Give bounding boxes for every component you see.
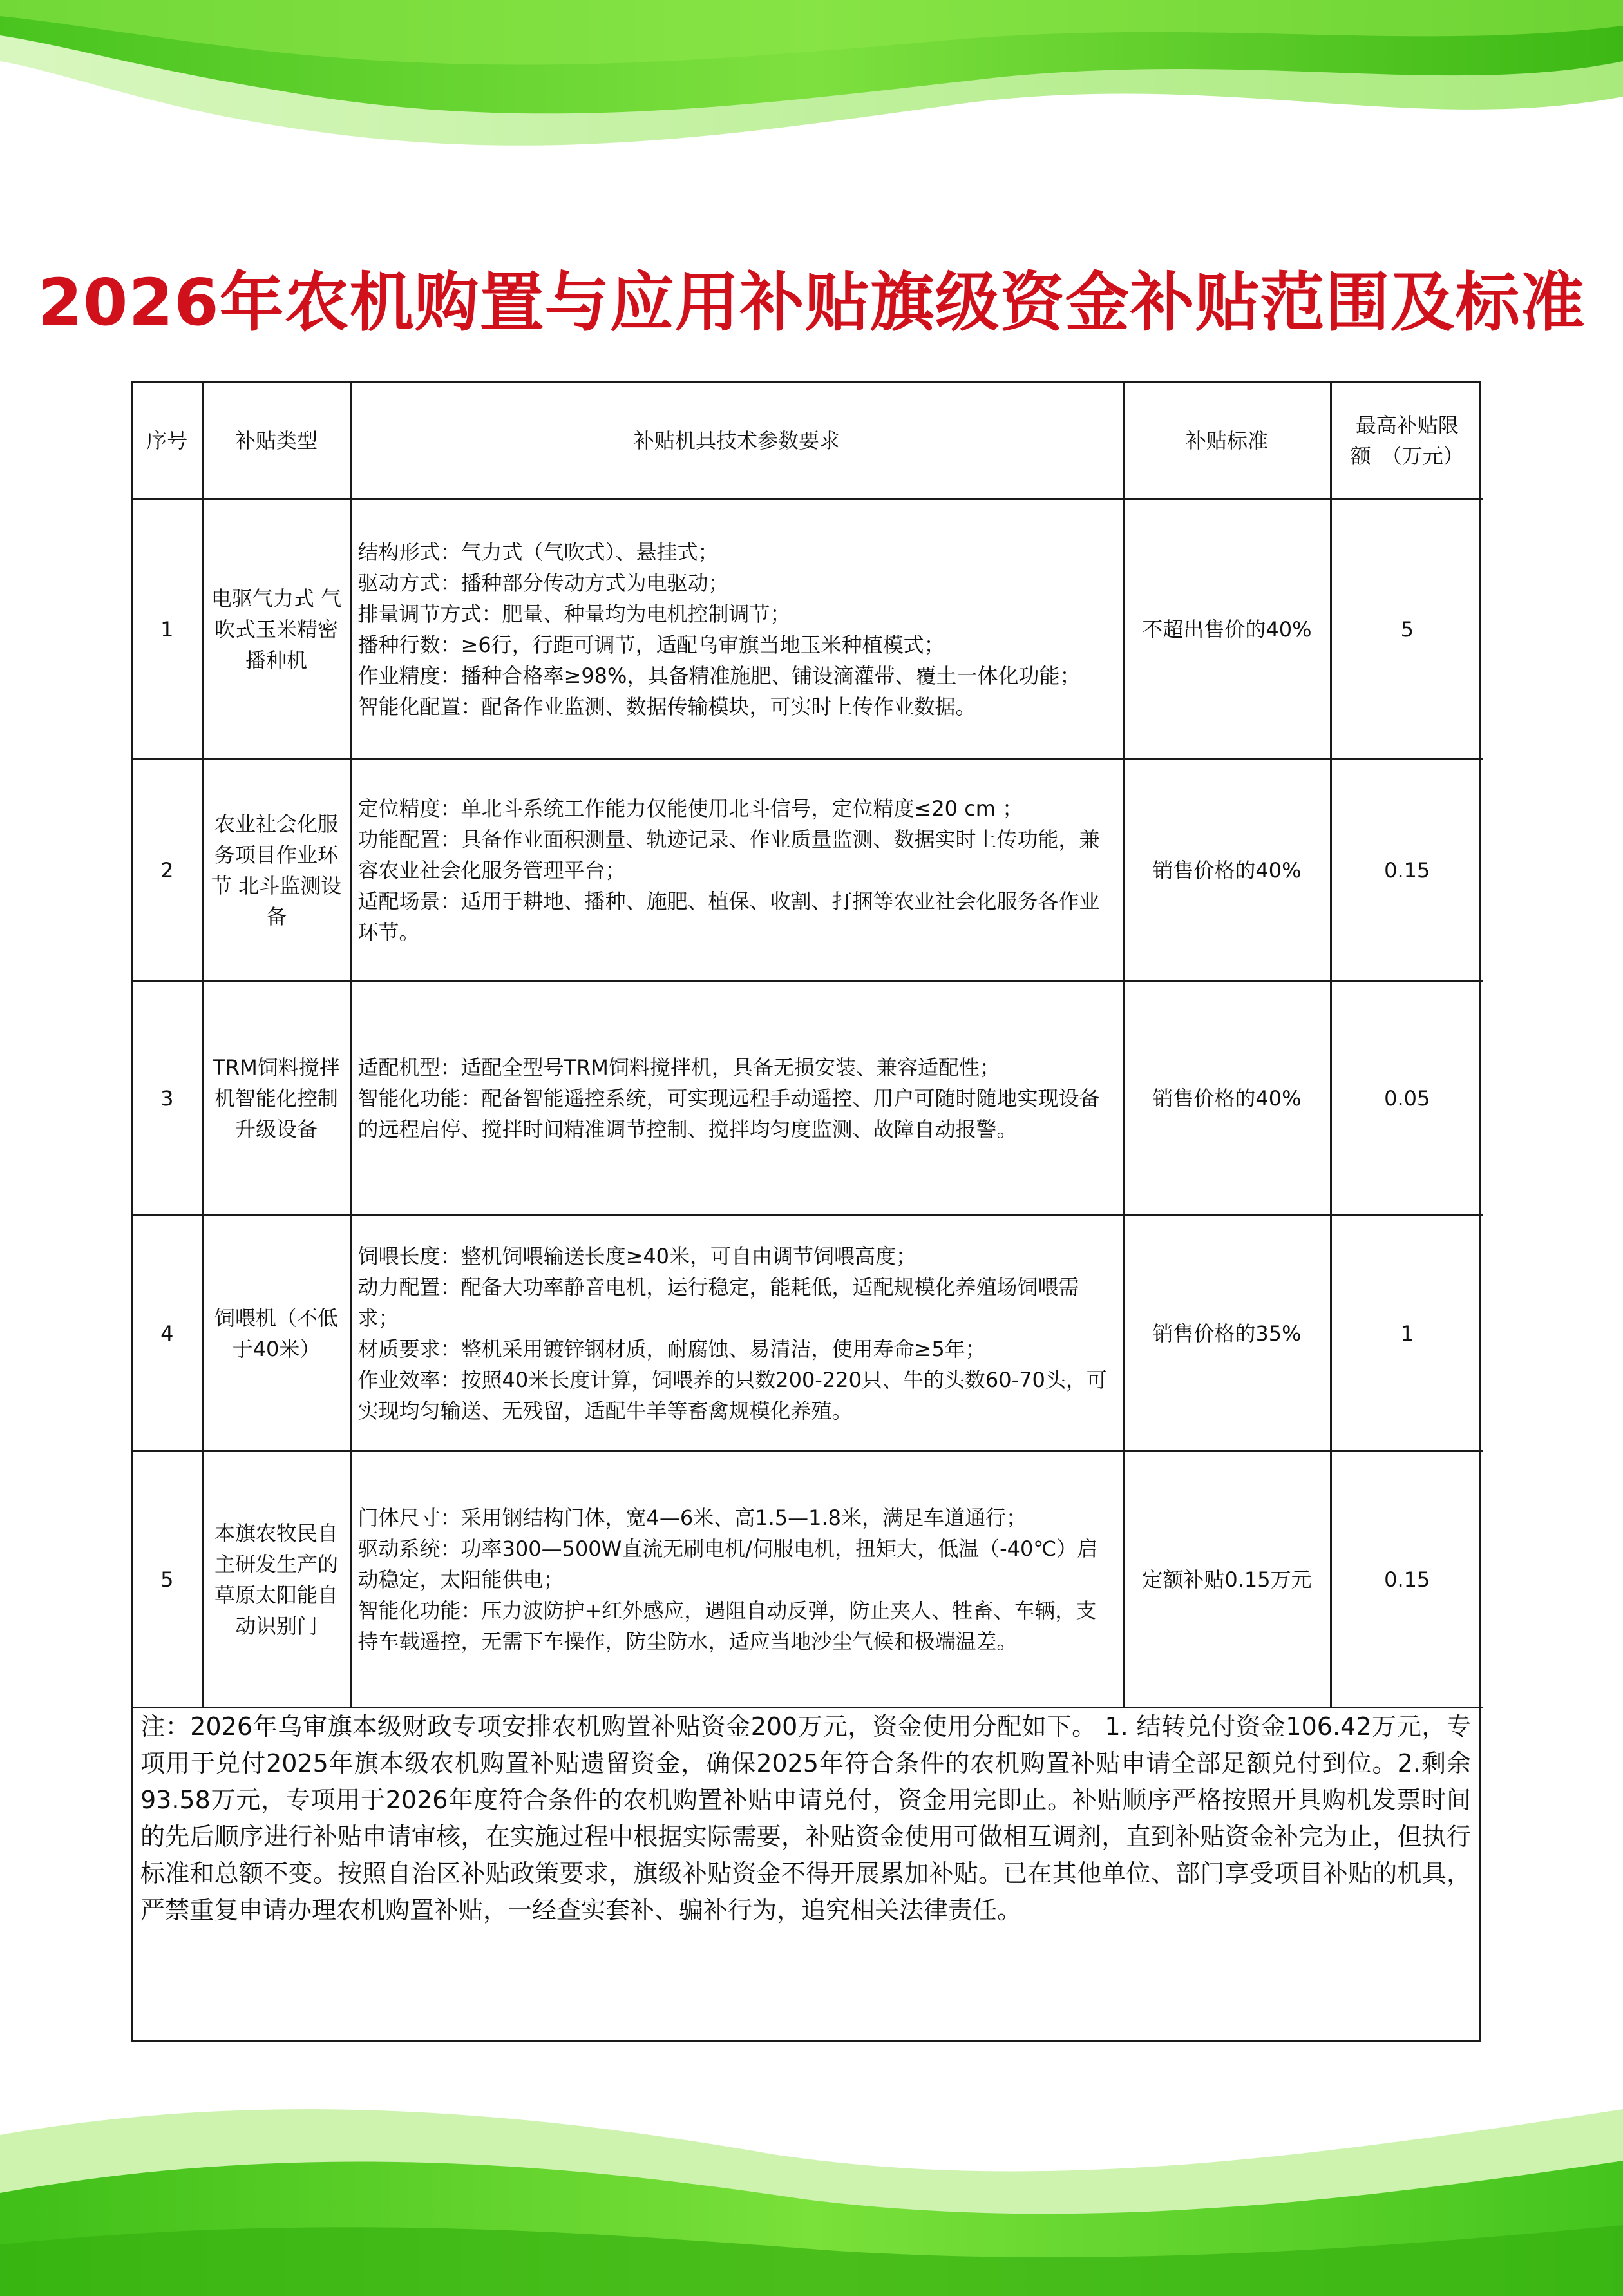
requirement-line: 门体尺寸：采用钢结构门体，宽4—6米、高1.5—1.8米，满足车道通行； — [357, 1505, 1027, 1530]
row-no: 4 — [133, 1216, 202, 1451]
header-requirements: 补贴机具技术参数要求 — [350, 383, 1123, 499]
row-type: 饲喂机（不低于40米） — [202, 1216, 350, 1451]
requirement-line: 驱动系统：功率300—500W直流无刷电机/伺服电机，扭矩大，低温（-40℃）启动稳定，太阳能供电； — [357, 1536, 1098, 1592]
requirement-line: 饲喂长度：整机饲喂输送长度≥40米，可自由调节饲喂高度； — [357, 1243, 917, 1268]
row-type: 农业社会化服务项目作业环节 北斗监测设备 — [202, 760, 350, 981]
row-no: 1 — [133, 499, 202, 760]
row-no: 5 — [133, 1451, 202, 1708]
table-row — [133, 760, 1483, 981]
requirement-line: 播种行数：≥6行，行距可调节，适配乌审旗当地玉米种植模式； — [357, 632, 945, 657]
header-type: 补贴类型 — [202, 383, 350, 499]
requirement-line: 动力配置：配备大功率静音电机，运行稳定，能耗低，适配规模化养殖场饲喂需求； — [357, 1274, 1079, 1330]
subsidy-table — [131, 381, 1481, 2042]
row-type: 电驱气力式 气吹式玉米精密播种机 — [202, 499, 350, 760]
requirement-line: 适配场景：适用于耕地、播种、施肥、植保、收割、打捆等农业社会化服务各作业环节。 — [357, 888, 1100, 944]
row-requirements — [350, 1451, 1123, 1708]
table-row — [133, 981, 1483, 1216]
requirement-line: 结构形式：气力式（气吹式）、悬挂式； — [357, 539, 719, 564]
requirement-line: 智能化功能：配备智能遥控系统，可实现远程手动遥控、用户可随时随地实现设备的远程启停、搅拌时间精准调节控制、搅拌均匀度监测、故障自动报警。 — [357, 1086, 1100, 1142]
header-max — [1331, 383, 1483, 499]
row-max: 5 — [1331, 499, 1483, 760]
requirement-line: 智能化功能：压力波防护+红外感应，遇阻自动反弹，防止夹人、牲畜、车辆，支持车载遥控，无需下车操作，防尘防水，适应当地沙尘气候和极端温差。 — [357, 1598, 1097, 1654]
bottom-wave-decoration — [0, 2083, 1623, 2296]
requirement-line: 驱动方式：播种部分传动方式为电驱动； — [357, 570, 729, 595]
row-standard: 定额补贴0.15万元 — [1123, 1451, 1331, 1708]
row-type: 本旗农牧民自主研发生产的 草原太阳能自动识别门 — [202, 1451, 350, 1708]
row-no: 2 — [133, 760, 202, 981]
row-max: 0.05 — [1331, 981, 1483, 1216]
row-requirements — [350, 1216, 1123, 1451]
row-requirements — [350, 499, 1123, 760]
row-type: TRM饲料搅拌机智能化控制升级设备 — [202, 981, 350, 1216]
row-standard: 不超出售价的40% — [1123, 499, 1331, 760]
row-standard: 销售价格的35% — [1123, 1216, 1331, 1451]
row-no: 3 — [133, 981, 202, 1216]
requirement-line: 适配机型：适配全型号TRM饲料搅拌机，具备无损安装、兼容适配性； — [357, 1055, 1000, 1080]
row-requirements — [350, 981, 1123, 1216]
header-no: 序号 — [133, 383, 202, 499]
subsidy-grid — [133, 383, 1483, 1708]
requirement-line: 作业效率：按照40米长度计算，饲喂养的只数200-220只、牛的头数60-70头，可实现均匀输送、无残留，适配牛羊等畜禽规模化养殖。 — [357, 1367, 1107, 1423]
table-row — [133, 1216, 1483, 1451]
row-max: 0.15 — [1331, 760, 1483, 981]
row-standard: 销售价格的40% — [1123, 760, 1331, 981]
policy-note: 注：2026年乌审旗本级财政专项安排农机购置补贴资金200万元，资金使用分配如下。 1. 结转兑付资金106.42万元，专项用于兑付2025年旗本级农机购置补贴遗留资金，确保2025年符合条件的农机购置补贴申请全部足额兑付到位。2.剩余93.58万元，专项用于2026年度符合条件的农机购置补贴申请兑付，资金用完即止。补贴顺序严格按照开具购机发票时间的先后顺序进行补贴申请审核，在实施过程中根据实际需要，补贴资金使用可做相互调剂，直到补贴资金补完为止，但执行标准和总额不变。按照自治区补贴政策要求，旗级补贴资金不得开展累加补贴。已在其他单位、部门享受项目补贴的机具，严禁重复申请办理农机购置补贴，一经查实套补、骗补行为，追究相关法律责任。 — [140, 1712, 1471, 1924]
top-wave-decoration — [0, 0, 1623, 187]
requirement-line: 智能化配置：配备作业监测、数据传输模块，可实时上传作业数据。 — [357, 694, 976, 719]
table-row — [133, 1451, 1483, 1708]
page-title: 2026年农机购置与应用补贴旗级资金补贴范围及标准 — [37, 265, 1586, 340]
table-header-row — [133, 383, 1483, 499]
requirement-line: 定位精度：单北斗系统工作能力仅能使用北斗信号，定位精度≤20 cm ； — [357, 796, 1023, 821]
row-requirements — [350, 760, 1123, 981]
requirement-line: 排量调节方式：肥量、种量均为电机控制调节； — [357, 601, 791, 626]
requirement-line: 材质要求：整机采用镀锌钢材质，耐腐蚀、易清洁，使用寿命≥5年； — [357, 1336, 986, 1361]
header-standard: 补贴标准 — [1123, 383, 1331, 499]
table-row — [133, 499, 1483, 760]
requirement-line: 作业精度：播种合格率≥98%，具备精准施肥、铺设滴灌带、覆土一体化功能； — [357, 663, 1081, 688]
requirement-line: 功能配置：具备作业面积测量、轨迹记录、作业质量监测、数据实时上传功能，兼容农业社会化服务管理平台； — [357, 827, 1100, 883]
row-standard: 销售价格的40% — [1123, 981, 1331, 1216]
row-max: 0.15 — [1331, 1451, 1483, 1708]
header-max-label: 最高补贴限额 （万元） — [1350, 413, 1464, 468]
row-max: 1 — [1331, 1216, 1483, 1451]
